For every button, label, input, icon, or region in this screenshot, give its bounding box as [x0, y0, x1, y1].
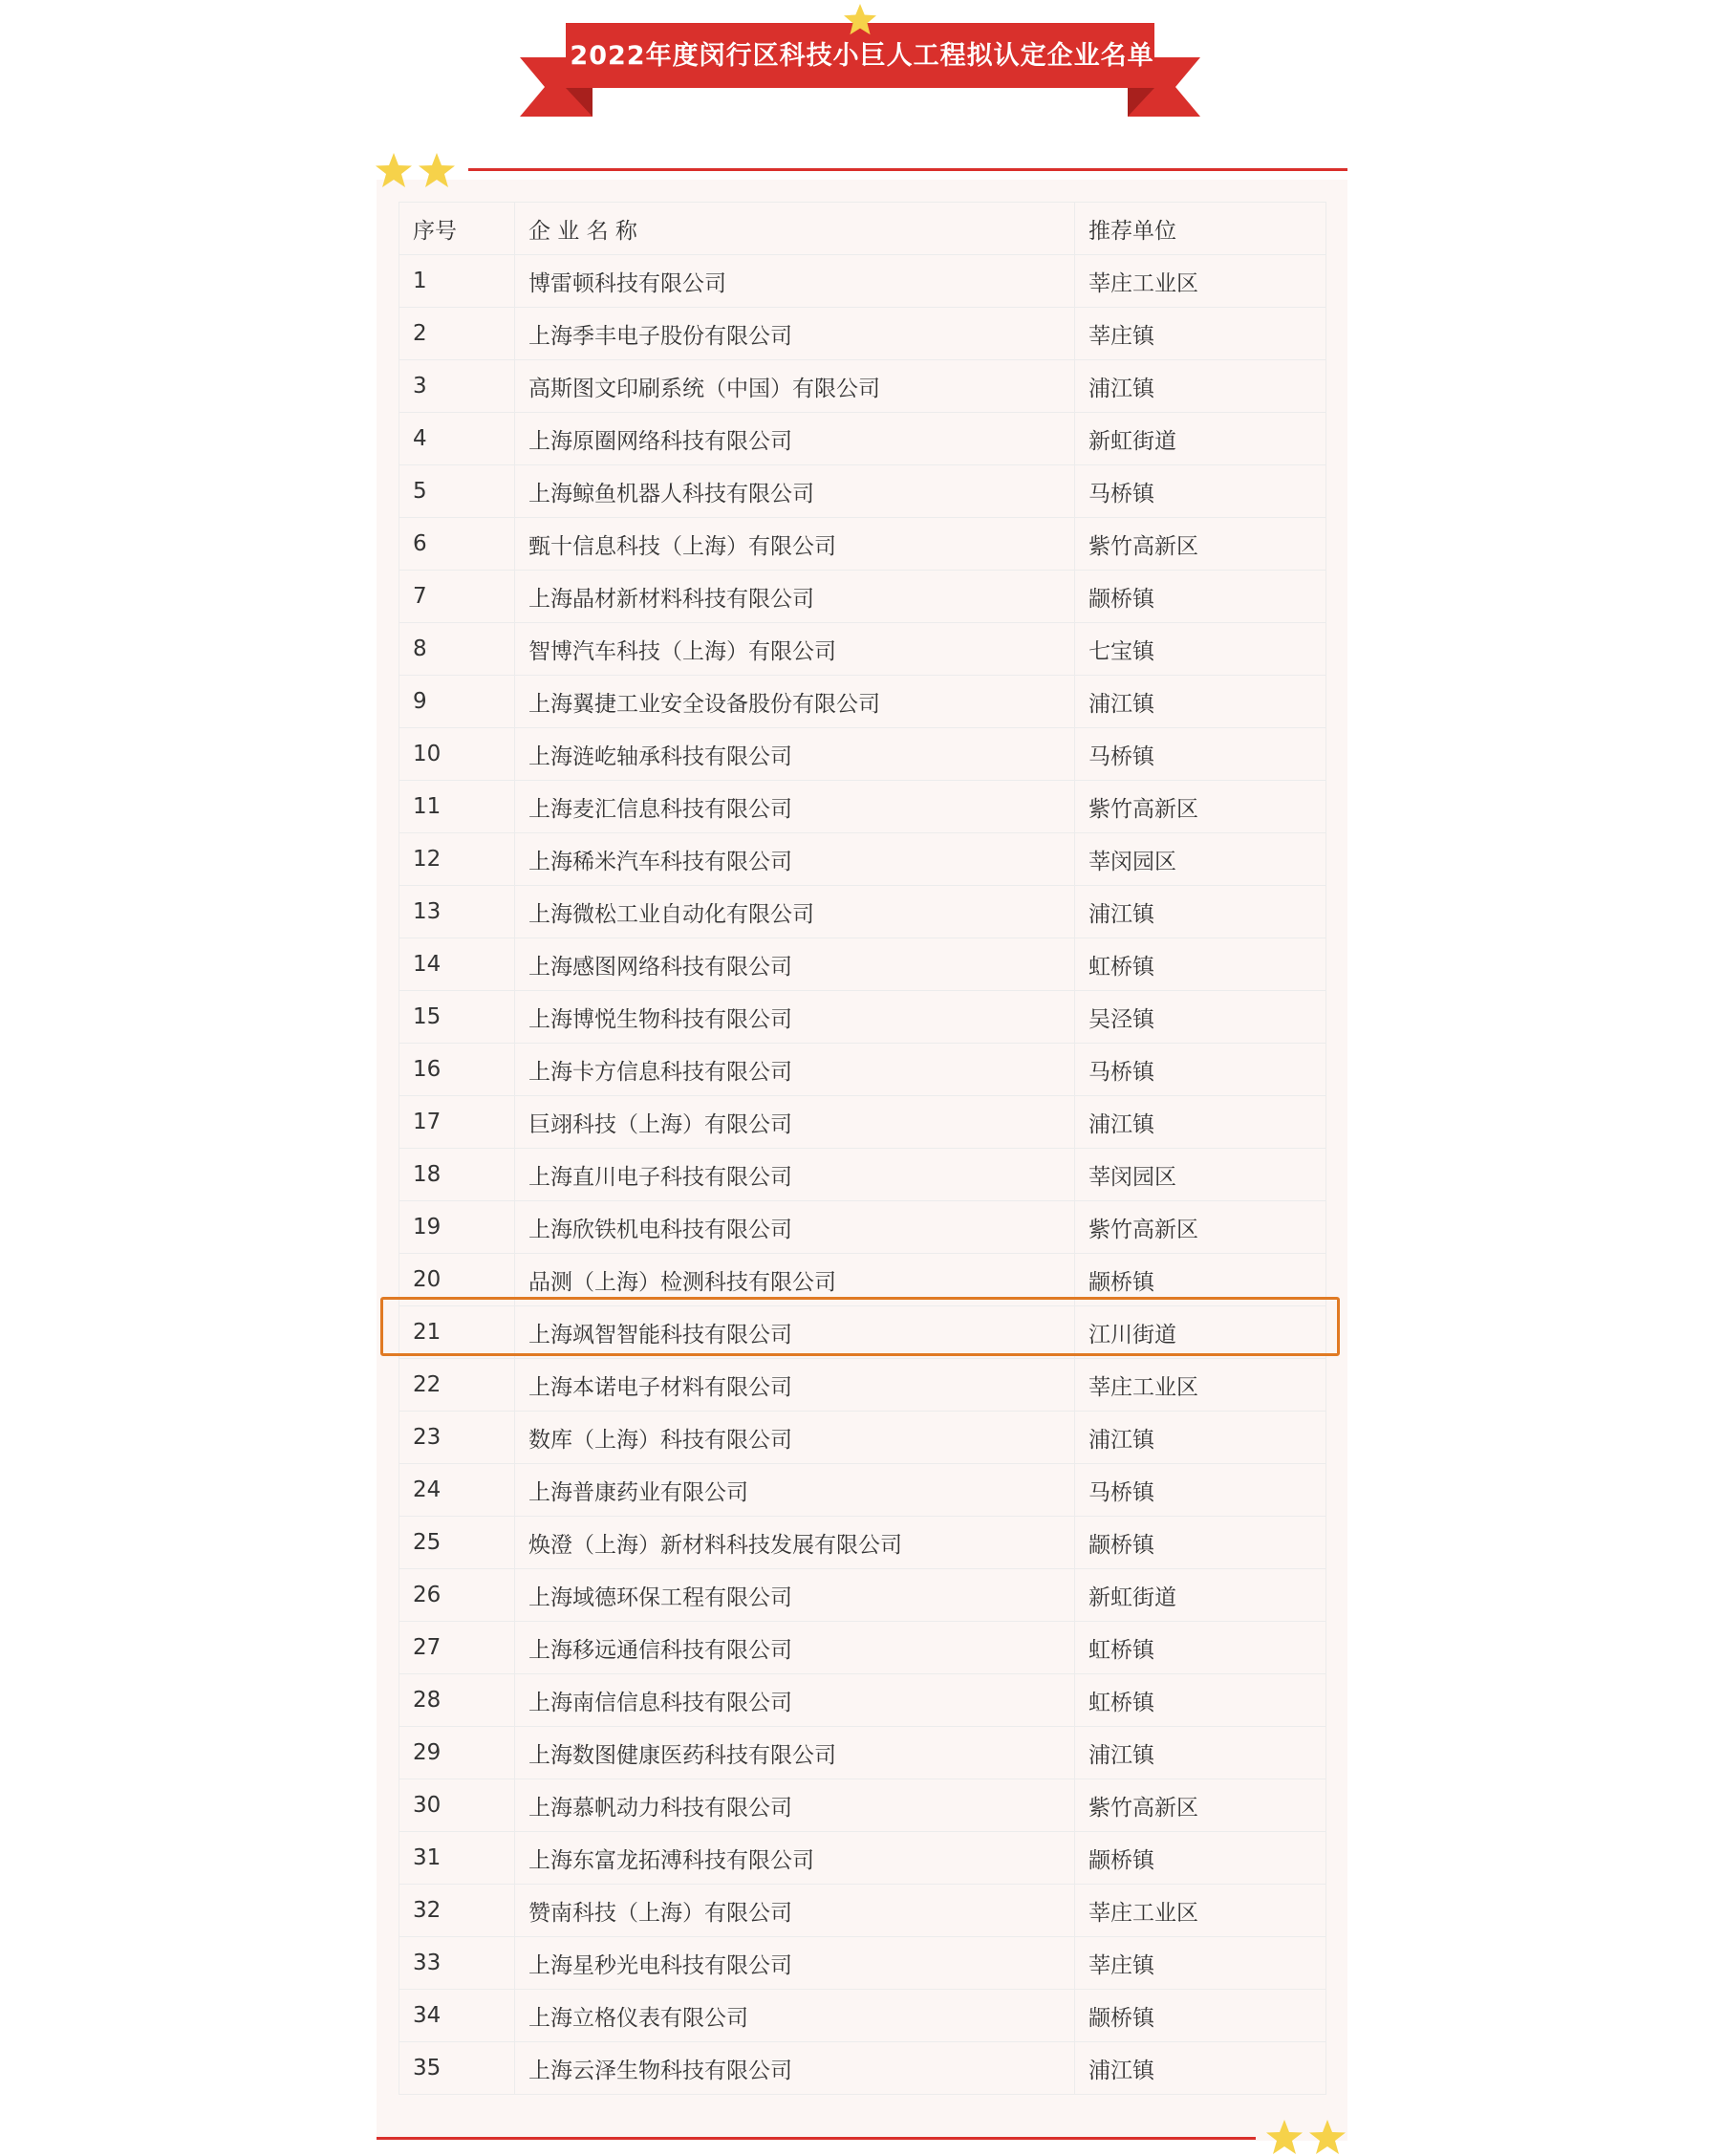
company-name-cell: 上海微松工业自动化有限公司 [515, 886, 1075, 938]
recommending-unit-cell: 颛桥镇 [1075, 1517, 1326, 1569]
recommending-unit-cell: 莘庄镇 [1075, 308, 1326, 360]
row-index-cell: 15 [399, 991, 515, 1044]
table-row [399, 1990, 1326, 2042]
top-divider [468, 168, 1347, 171]
company-name-cell: 上海数图健康医药科技有限公司 [515, 1727, 1075, 1779]
table-row [399, 676, 1326, 728]
table-row [399, 465, 1326, 518]
recommending-unit-cell: 虹桥镇 [1075, 1674, 1326, 1727]
company-name-cell: 上海欣铁机电科技有限公司 [515, 1201, 1075, 1254]
row-index-cell: 34 [399, 1990, 515, 2042]
recommending-unit-cell: 颛桥镇 [1075, 571, 1326, 623]
company-name-cell: 上海域德环保工程有限公司 [515, 1569, 1075, 1622]
company-name-cell: 甄十信息科技（上海）有限公司 [515, 518, 1075, 571]
company-name-cell: 上海东富龙拓溥科技有限公司 [515, 1832, 1075, 1885]
company-name-cell: 赞南科技（上海）有限公司 [515, 1885, 1075, 1937]
row-index-cell: 2 [399, 308, 515, 360]
row-index-cell: 7 [399, 571, 515, 623]
recommending-unit-cell: 马桥镇 [1075, 465, 1326, 518]
recommending-unit-cell: 紫竹高新区 [1075, 1201, 1326, 1254]
company-name-cell: 博雷顿科技有限公司 [515, 255, 1075, 308]
star-icon [419, 153, 455, 187]
table-row [399, 1149, 1326, 1201]
table-row [399, 518, 1326, 571]
table-row [399, 1359, 1326, 1412]
company-name-cell: 上海飒智智能科技有限公司 [515, 1306, 1075, 1359]
row-index-cell: 17 [399, 1096, 515, 1149]
recommending-unit-cell: 浦江镇 [1075, 360, 1326, 413]
table-row [399, 571, 1326, 623]
row-index-cell: 9 [399, 676, 515, 728]
table-row [399, 2042, 1326, 2095]
table-row [399, 1569, 1326, 1622]
row-index-cell: 18 [399, 1149, 515, 1201]
recommending-unit-cell: 颛桥镇 [1075, 1832, 1326, 1885]
table-row [399, 413, 1326, 465]
recommending-unit-cell: 颛桥镇 [1075, 1254, 1326, 1306]
table-row [399, 623, 1326, 676]
stars-bottom-decoration [1263, 2116, 1355, 2156]
recommending-unit-cell: 紫竹高新区 [1075, 1779, 1326, 1832]
row-index-cell: 12 [399, 833, 515, 886]
row-index-cell: 13 [399, 886, 515, 938]
row-index-cell: 26 [399, 1569, 515, 1622]
company-name-cell: 上海博悦生物科技有限公司 [515, 991, 1075, 1044]
company-name-cell: 上海直川电子科技有限公司 [515, 1149, 1075, 1201]
company-name-cell: 上海移远通信科技有限公司 [515, 1622, 1075, 1674]
row-index-cell: 28 [399, 1674, 515, 1727]
row-index-cell: 19 [399, 1201, 515, 1254]
table-row [399, 728, 1326, 781]
enterprise-table [399, 202, 1326, 2095]
table-header-row [399, 203, 1326, 255]
page-title: 2022年度闵行区科技小巨人工程拟认定企业名单 [570, 41, 1154, 71]
bottom-divider [377, 2137, 1256, 2140]
table-row [399, 1674, 1326, 1727]
company-name-cell: 巨翊科技（上海）有限公司 [515, 1096, 1075, 1149]
row-index-cell: 10 [399, 728, 515, 781]
row-index-cell: 33 [399, 1937, 515, 1990]
recommending-unit-cell: 浦江镇 [1075, 1727, 1326, 1779]
recommending-unit-cell: 紫竹高新区 [1075, 518, 1326, 571]
table-row [399, 1412, 1326, 1464]
table-row [399, 991, 1326, 1044]
company-name-cell: 上海稀米汽车科技有限公司 [515, 833, 1075, 886]
row-index-cell: 21 [399, 1306, 515, 1359]
row-index-cell: 31 [399, 1832, 515, 1885]
recommending-unit-cell: 紫竹高新区 [1075, 781, 1326, 833]
row-index-cell: 29 [399, 1727, 515, 1779]
company-name-cell: 上海原圈网络科技有限公司 [515, 413, 1075, 465]
recommending-unit-cell: 莘庄工业区 [1075, 1359, 1326, 1412]
row-index-cell: 6 [399, 518, 515, 571]
table-row [399, 886, 1326, 938]
row-index-cell: 11 [399, 781, 515, 833]
star-icon [1266, 2120, 1303, 2154]
recommending-unit-cell: 莘庄工业区 [1075, 255, 1326, 308]
company-name-cell: 品测（上海）检测科技有限公司 [515, 1254, 1075, 1306]
table-row [399, 1096, 1326, 1149]
column-header-company: 企 业 名 称 [515, 203, 1075, 255]
row-index-cell: 24 [399, 1464, 515, 1517]
company-name-cell: 上海南信信息科技有限公司 [515, 1674, 1075, 1727]
company-name-cell: 上海慕帆动力科技有限公司 [515, 1779, 1075, 1832]
row-index-cell: 16 [399, 1044, 515, 1096]
stars-top-decoration [373, 149, 464, 191]
table-row [399, 781, 1326, 833]
row-index-cell: 25 [399, 1517, 515, 1569]
company-name-cell: 上海翼捷工业安全设备股份有限公司 [515, 676, 1075, 728]
recommending-unit-cell: 新虹街道 [1075, 413, 1326, 465]
company-name-cell: 上海星秒光电科技有限公司 [515, 1937, 1075, 1990]
recommending-unit-cell: 莘庄工业区 [1075, 1885, 1326, 1937]
table-row [399, 255, 1326, 308]
recommending-unit-cell: 浦江镇 [1075, 886, 1326, 938]
recommending-unit-cell: 虹桥镇 [1075, 1622, 1326, 1674]
recommending-unit-cell: 马桥镇 [1075, 1464, 1326, 1517]
recommending-unit-cell: 莘庄镇 [1075, 1937, 1326, 1990]
column-header-unit: 推荐单位 [1075, 203, 1326, 255]
star-icon [376, 153, 412, 187]
table-row [399, 1517, 1326, 1569]
table-row [399, 1779, 1326, 1832]
company-name-cell: 上海云泽生物科技有限公司 [515, 2042, 1075, 2095]
recommending-unit-cell: 虹桥镇 [1075, 938, 1326, 991]
company-name-cell: 上海涟屹轴承科技有限公司 [515, 728, 1075, 781]
table-row [399, 360, 1326, 413]
company-name-cell: 上海立格仪表有限公司 [515, 1990, 1075, 2042]
row-index-cell: 35 [399, 2042, 515, 2095]
recommending-unit-cell: 莘闵园区 [1075, 833, 1326, 886]
company-name-cell: 上海季丰电子股份有限公司 [515, 308, 1075, 360]
table-row [399, 1044, 1326, 1096]
company-name-cell: 焕澄（上海）新材料科技发展有限公司 [515, 1517, 1075, 1569]
recommending-unit-cell: 颛桥镇 [1075, 1990, 1326, 2042]
row-index-cell: 23 [399, 1412, 515, 1464]
row-index-cell: 20 [399, 1254, 515, 1306]
company-name-cell: 高斯图文印刷系统（中国）有限公司 [515, 360, 1075, 413]
row-index-cell: 14 [399, 938, 515, 991]
recommending-unit-cell: 七宝镇 [1075, 623, 1326, 676]
table-row [399, 938, 1326, 991]
company-name-cell: 上海本诺电子材料有限公司 [515, 1359, 1075, 1412]
table-row [399, 1306, 1326, 1359]
row-index-cell: 1 [399, 255, 515, 308]
column-header-index: 序号 [399, 203, 515, 255]
row-index-cell: 27 [399, 1622, 515, 1674]
recommending-unit-cell: 吴泾镇 [1075, 991, 1326, 1044]
recommending-unit-cell: 浦江镇 [1075, 2042, 1326, 2095]
recommending-unit-cell: 浦江镇 [1075, 1412, 1326, 1464]
row-index-cell: 32 [399, 1885, 515, 1937]
table-row [399, 1885, 1326, 1937]
row-index-cell: 22 [399, 1359, 515, 1412]
row-index-cell: 5 [399, 465, 515, 518]
table-row [399, 1832, 1326, 1885]
table-row [399, 1254, 1326, 1306]
table-row [399, 1727, 1326, 1779]
table-row [399, 1622, 1326, 1674]
recommending-unit-cell: 马桥镇 [1075, 728, 1326, 781]
table-row [399, 1937, 1326, 1990]
row-index-cell: 4 [399, 413, 515, 465]
company-name-cell: 上海感图网络科技有限公司 [515, 938, 1075, 991]
company-name-cell: 上海卡方信息科技有限公司 [515, 1044, 1075, 1096]
table-row [399, 308, 1326, 360]
table-row [399, 833, 1326, 886]
company-name-cell: 智博汽车科技（上海）有限公司 [515, 623, 1075, 676]
company-name-cell: 上海麦汇信息科技有限公司 [515, 781, 1075, 833]
recommending-unit-cell: 马桥镇 [1075, 1044, 1326, 1096]
recommending-unit-cell: 江川街道 [1075, 1306, 1326, 1359]
table-body [399, 255, 1326, 2095]
star-icon [1309, 2120, 1346, 2154]
company-name-cell: 数库（上海）科技有限公司 [515, 1412, 1075, 1464]
table-row [399, 1464, 1326, 1517]
recommending-unit-cell: 浦江镇 [1075, 676, 1326, 728]
row-index-cell: 8 [399, 623, 515, 676]
row-index-cell: 3 [399, 360, 515, 413]
company-name-cell: 上海鲸鱼机器人科技有限公司 [515, 465, 1075, 518]
company-name-cell: 上海晶材新材料科技有限公司 [515, 571, 1075, 623]
recommending-unit-cell: 浦江镇 [1075, 1096, 1326, 1149]
row-index-cell: 30 [399, 1779, 515, 1832]
company-name-cell: 上海普康药业有限公司 [515, 1464, 1075, 1517]
recommending-unit-cell: 莘闵园区 [1075, 1149, 1326, 1201]
recommending-unit-cell: 新虹街道 [1075, 1569, 1326, 1622]
table-row [399, 1201, 1326, 1254]
